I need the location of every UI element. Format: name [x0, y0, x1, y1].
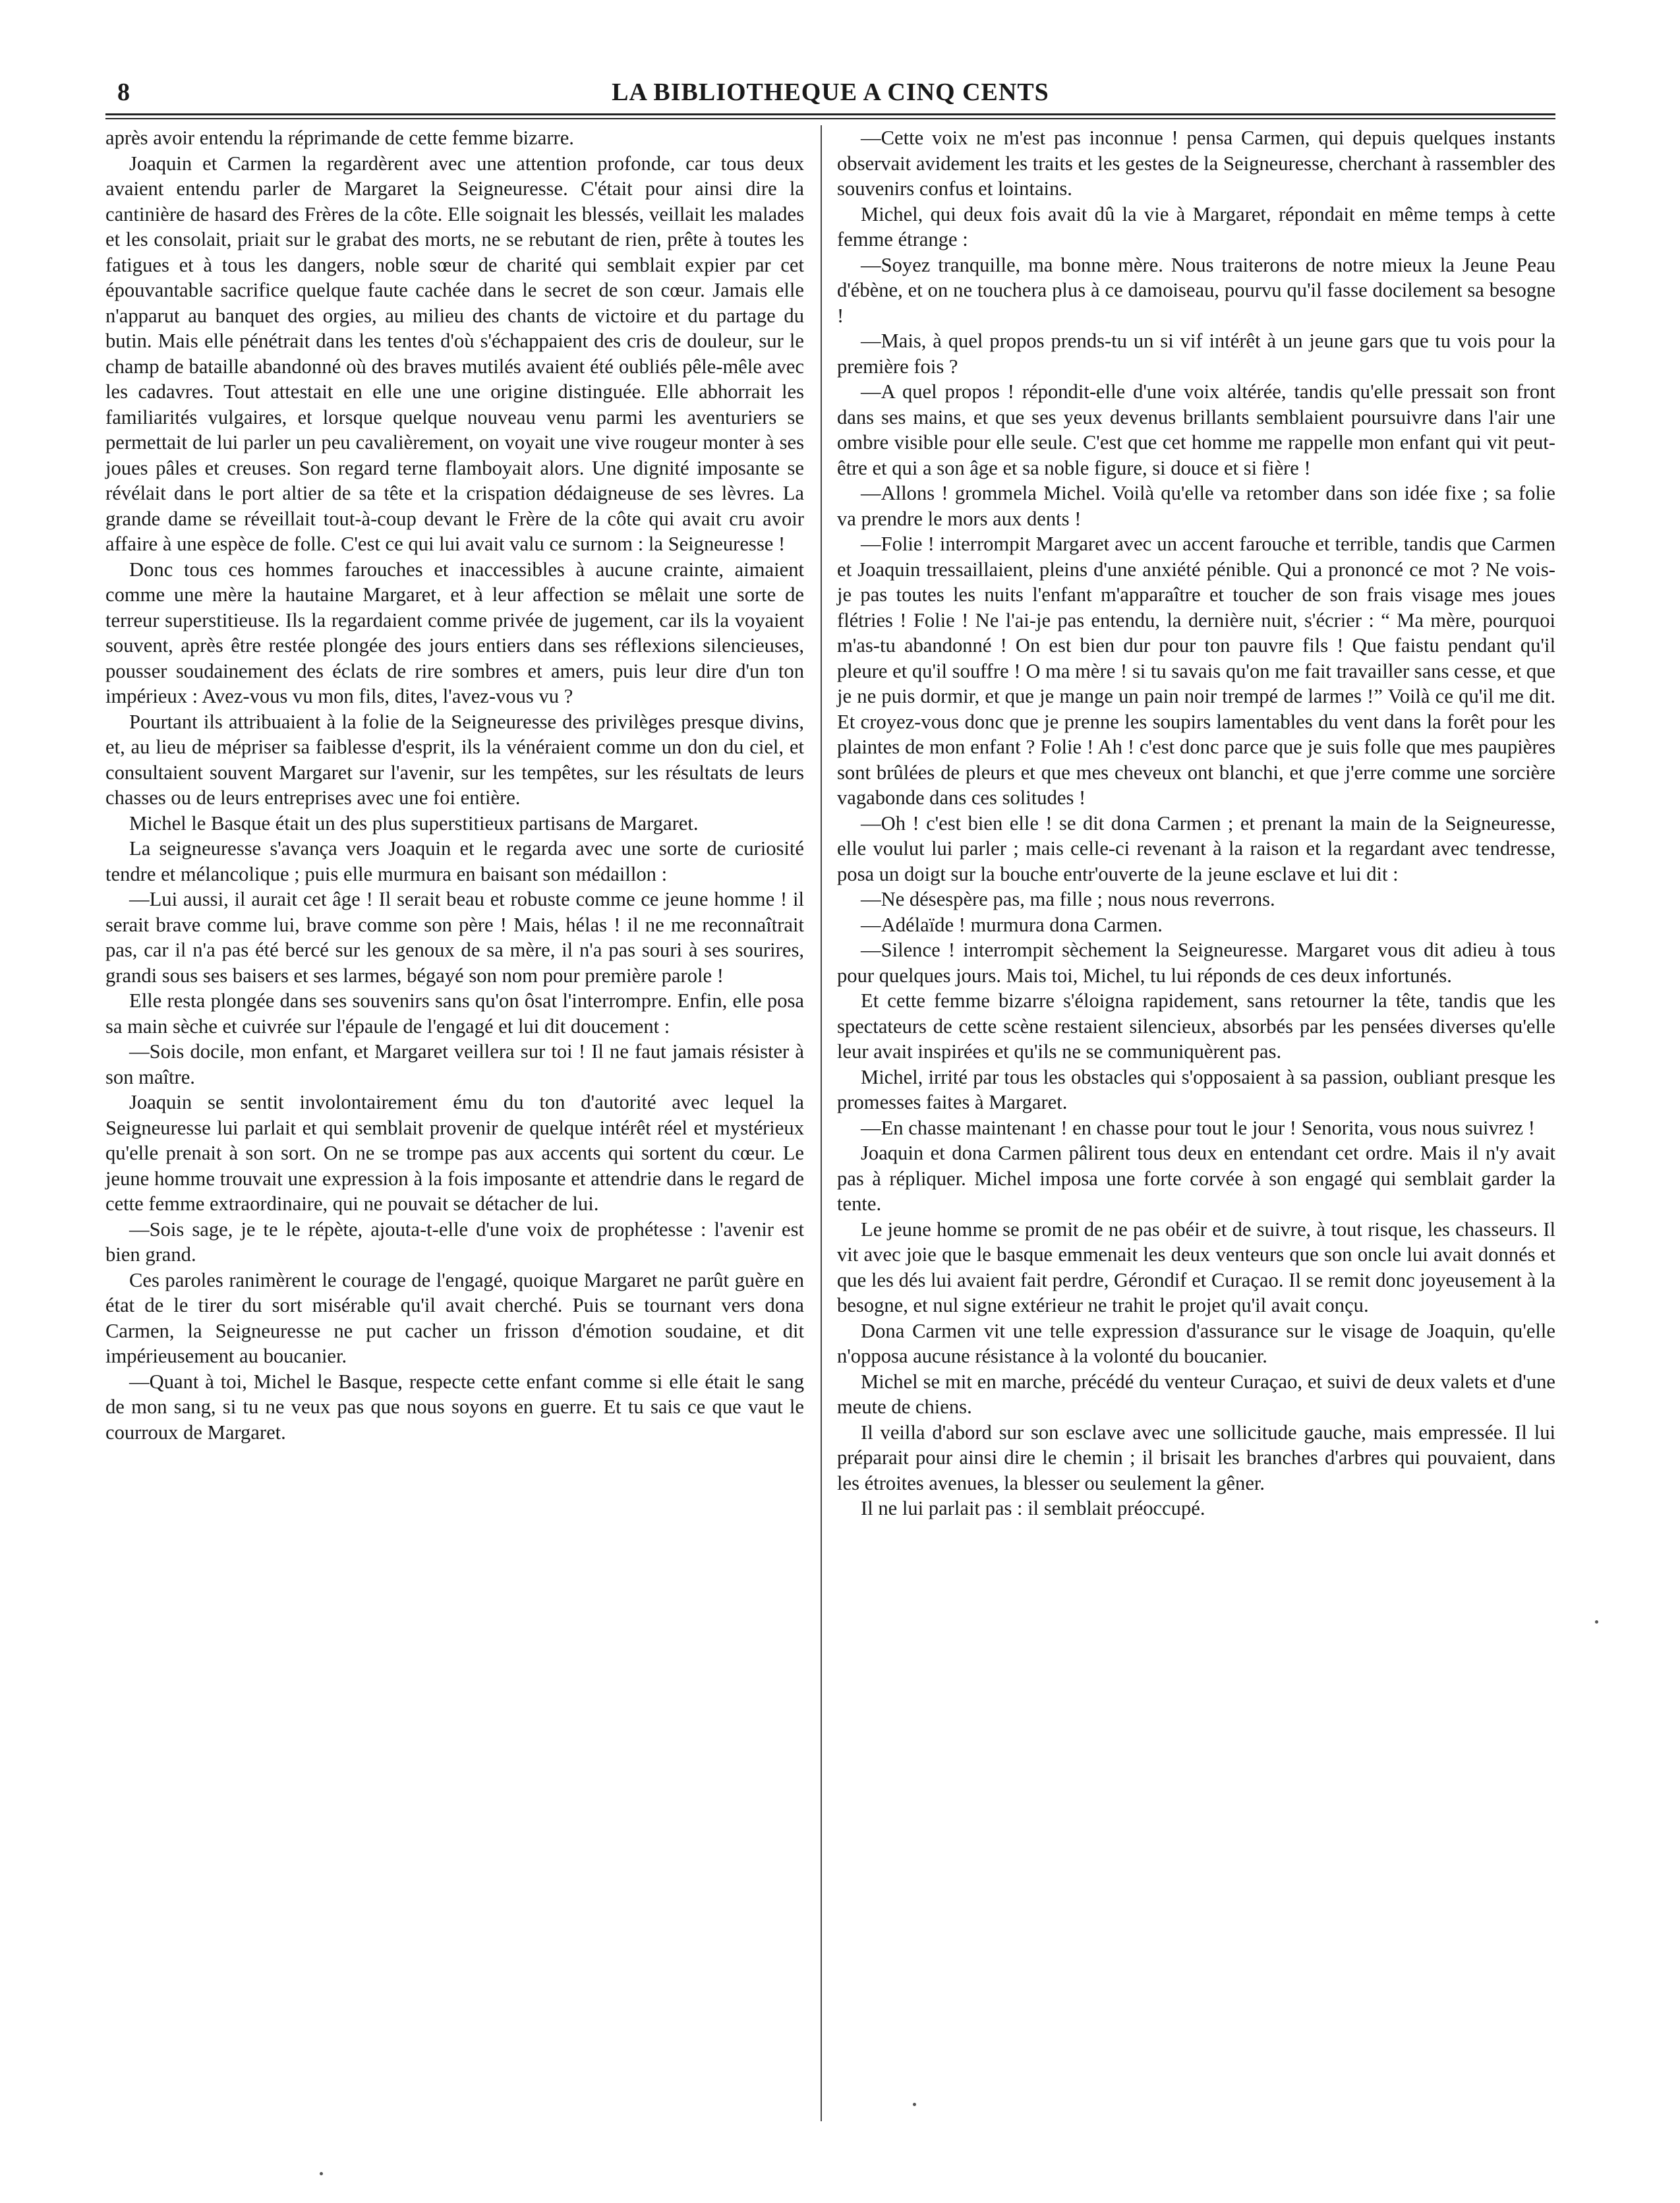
print-speck: [320, 2172, 323, 2175]
paragraph: —Quant à toi, Michel le Basque, respecte cette enfant comme si elle était le sang de mon sang, si tu ne veux pas que nous soyons en guerre. Et tu sais ce que vaut le courroux de Margaret.: [105, 1370, 804, 1444]
paragraph: La seigneuresse s'avança vers Joaquin et le regarda avec une sorte de curiosité tendre et mélancolique ; puis elle murmura en baisant son médaillon :: [105, 837, 804, 885]
page-title: LA BIBLIOTHEQUE A CINQ CENTS: [612, 78, 1049, 106]
paragraph: Joaquin et Carmen la regardèrent avec une attention profonde, car tous deux avaient entendu parler de Margaret la Seigneuresse. C'était pour ainsi dire la cantinière de hasard des Frères de la côte. Elle soignait les blessés, veillait les malades et les consolait, priait sur le grabat des morts, ne se rebutant de rien, prête à toutes les fatigues et à tous les dangers, noble sœur de charité qui semblait expier par cet épouvantable sacrifice quelque faute cachée dans le secret de son cœur. Jamais elle n'apparut au banquet des orgies, au milieu des chants de victoire et du partage du butin. Mais elle pénétrait dans les tentes d'où s'échappaient des cris de douleur, sur le champ de bataille abandonné où des braves mutilés avaient été oubliés pêle-mêle avec les cadavres. Tout attestait en elle une une origine distinguée. Elle abhorrait les familiarités vulgaires, et lorsque quelque nouveau venu parmi les aventuriers se permettait de lui parler un peu cavalièrement, on voyait une vive rougeur monter à ses joues pâles et creuses. Son regard terne flamboyait alors. Une dignité imposante se révélait dans le port altier de sa tête et la crispation dédaigneuse de ses lèvres. La grande dame se réveillait tout-à-coup devant le Frère de la côte qui avait cru avoir affaire à une espèce de folle. C'est ce qui lui avait valu ce surnom : la Seigneuresse !: [105, 152, 804, 555]
paragraph: —Soyez tranquille, ma bonne mère. Nous traiterons de notre mieux la Jeune Peau d'ébène, et on ne touchera plus à ce damoiseau, pourvu qu'il fasse docilement sa besogne !: [837, 253, 1555, 327]
paragraph: Joaquin et dona Carmen pâlirent tous deux en entendant cet ordre. Mais il n'y avait pas à répliquer. Michel imposa une forte corvée à son engagé qui semblait garder la tente.: [837, 1142, 1555, 1215]
paragraph: Joaquin se sentit involontairement ému du ton d'autorité avec lequel la Seigneuresse lui parlait et qui semblait provenir de quelque intérêt réel et mystérieux qu'elle prenait à son sort. On ne se trompe pas aux accents qui sortent du cœur. Le jeune homme trouvait une expression à la fois imposante et attendrie dans le regard de cette femme extraordinaire, qui ne pouvait se détacher de lui.: [105, 1091, 804, 1215]
paragraph: —Ne désespère pas, ma fille ; nous nous reverrons.: [861, 888, 1275, 910]
paragraph: —Folie ! interrompit Margaret avec un accent farouche et terrible, tandis que Carmen et Joaquin tressaillaient, pleins d'une anxiété pénible. Qui a prononcé ce mot ? Ne vois-je pas toutes les nuits l'enfant m'apparaître et toucher de son frais visage mes joues flétries ! Folie ! Ne l'ai-je pas entendu, la dernière nuit, s'écrier : “ Ma mère, pourquoi m'as-tu abandonné ! On est bien dur pour ton pauvre fils ! Que faistu pendant qu'il pleure et qu'il souffre ! O ma mère ! si tu savais qu'on me fait travailler sans cesse, et que je ne puis dormir, et que je mange un pain noir trempé de larmes !” Voilà ce qu'il me dit. Et croyez-vous donc que je prenne les soupirs lamentables du vent dans la forêt pour les plaintes de mon enfant ? Folie ! Ah ! c'est donc parce que je suis folle que mes paupières sont brûlées de pleurs et que mes cheveux ont blanchi, et que j'erre comme une sorcière vagabonde dans ces solitudes !: [837, 533, 1555, 809]
page-number: 8: [117, 78, 130, 106]
paragraph: Ces paroles ranimèrent le courage de l'engagé, quoique Margaret ne parût guère en état de le tirer du sort misérable qu'il avait cherché. Puis se tournant vers dona Carmen, la Seigneuresse ne put cacher un frisson d'émotion soudaine, et dit impérieusement au boucanier.: [105, 1268, 804, 1367]
newspaper-page: [105, 78, 1555, 2148]
paragraph: Et cette femme bizarre s'éloigna rapidement, sans retourner la tête, tandis que les spectateurs de cette scène restaient silencieux, absorbés par les pensées diverses qu'elle leur avait inspirées et qu'ils ne se communiquèrent pas.: [837, 989, 1555, 1063]
text-columns: [105, 125, 1555, 2148]
paragraph: Michel le Basque était un des plus superstitieux partisans de Margaret.: [129, 811, 699, 835]
left-column: [105, 125, 804, 1445]
paragraph: Il ne lui parlait pas : il semblait préoccupé.: [861, 1497, 1205, 1519]
header-rule-thin: [105, 118, 1555, 119]
print-speck: [1595, 1620, 1598, 1624]
paragraph: —Adélaïde ! murmura dona Carmen.: [861, 913, 1163, 936]
paragraph: —En chasse maintenant ! en chasse pour tout le jour ! Senorita, vous nous suivrez !: [861, 1116, 1535, 1139]
paragraph: Elle resta plongée dans ses souvenirs sans qu'on ôsat l'interrompre. Enfin, elle posa sa main sèche et cuivrée sur l'épaule de l'engagé et lui dit doucement :: [105, 989, 804, 1038]
paragraph: —Sois docile, mon enfant, et Margaret veillera sur toi ! Il ne faut jamais résister à son maître.: [105, 1040, 804, 1088]
paragraph: Il veilla d'abord sur son esclave avec une sollicitude gauche, mais empressée. Il lui préparait pour ainsi dire le chemin ; il brisait les branches d'arbres qui pouvaient, dans les étroites avenues, la blesser ou seulement la gêner.: [837, 1421, 1555, 1494]
header-rule: [105, 113, 1555, 115]
print-speck: [913, 2103, 916, 2106]
paragraph: Pourtant ils attribuaient à la folie de la Seigneuresse des privilèges presque divins, et, au lieu de mépriser sa faiblesse d'esprit, ils la vénéraient comme un don du ciel, et consultaient souvent Margaret sur l'avenir, sur les tempêtes, sur les résultats de leurs chasses ou de leurs entreprises avec une foi entière.: [105, 710, 804, 809]
paragraph: Donc tous ces hommes farouches et inaccessibles à aucune crainte, aimaient comme une mère la hautaine Margaret, et à leur affection se mêlait une sorte de terreur superstitieuse. Ils la regardaient comme privée de jugement, car ils la voyaient souvent, après être restée plongée des jours entiers dans ses réflexions silencieuses, pousser soudainement des éclats de rire sombres et amers, puis leur dire d'un ton impérieux : Avez-vous vu mon fils, dites, l'avez-vous vu ?: [105, 558, 804, 707]
paragraph: —A quel propos ! répondit-elle d'une voix altérée, tandis qu'elle pressait son front dans ses mains, et que ses yeux devenus brillants semblaient poursuivre dans l'air une ombre visible pour elle seule. C'est que cet homme me rappelle mon enfant qui vit peut-être et qui a son âge et sa noble figure, si douce et si fière !: [837, 380, 1555, 479]
paragraph: Le jeune homme se promit de ne pas obéir et de suivre, à tout risque, les chasseurs. Il vit avec joie que le basque emmenait les deux venteurs que son oncle lui avait donnés et que les dés lui avaient fait perdre, Gérondif et Curaçao. Il se remit donc joyeusement à la besogne, et nul signe extérieur ne trahit le projet qu'il avait conçu.: [837, 1218, 1555, 1316]
paragraph: —Mais, à quel propos prends-tu un si vif intérêt à un jeune gars que tu vois pour la première fois ?: [837, 330, 1555, 378]
paragraph: —Lui aussi, il aurait cet âge ! Il serait beau et robuste comme ce jeune homme ! il serait brave comme lui, brave comme son père ! Mais, hélas ! il ne me reconnaîtrait pas, car il n'a pas été bercé sur les genoux de sa mère, il n'a pas souri à ses sourires, grandi sous ses baisers et ses larmes, bégayé son nom pour première parole !: [105, 888, 804, 987]
paragraph: Michel se mit en marche, précédé du venteur Curaçao, et suivi de deux valets et d'une meute de chiens.: [837, 1370, 1555, 1418]
right-column: [837, 125, 1555, 1521]
paragraph: —Allons ! grommela Michel. Voilà qu'elle va retomber dans son idée fixe ; sa folie va prendre le mors aux dents !: [837, 482, 1555, 530]
paragraph: —Sois sage, je te le répète, ajouta-t-elle d'une voix de prophétesse : l'avenir est bien grand.: [105, 1218, 804, 1266]
page-header: [105, 78, 1555, 117]
paragraph: —Silence ! interrompit sèchement la Seigneuresse. Margaret vous dit adieu à tous pour quelques jours. Mais toi, Michel, tu lui réponds de ces deux infortunés.: [837, 939, 1555, 987]
paragraph: Michel, irrité par tous les obstacles qui s'opposaient à sa passion, oubliant presque les promesses faites à Margaret.: [837, 1065, 1555, 1113]
column-divider: [821, 125, 822, 2121]
paragraph: Michel, qui deux fois avait dû la vie à Margaret, répondait en même temps à cette femme étrange :: [837, 202, 1555, 250]
paragraph: —Cette voix ne m'est pas inconnue ! pensa Carmen, qui depuis quelques instants observait avidement les traits et les gestes de la Seigneuresse, cherchant à rassembler des souvenirs confus et lointains.: [837, 127, 1555, 200]
paragraph: après avoir entendu la réprimande de cette femme bizarre.: [105, 127, 574, 149]
paragraph: Dona Carmen vit une telle expression d'assurance sur le visage de Joaquin, qu'elle n'opposa aucune résistance à la volonté du boucanier.: [837, 1319, 1555, 1367]
paragraph: —Oh ! c'est bien elle ! se dit dona Carmen ; et prenant la main de la Seigneuresse, elle voulut lui parler ; mais celle-ci revenant à la raison et la regardant avec tendresse, posa un doigt sur la bouche entr'ouverte de la jeune esclave et lui dit :: [837, 811, 1555, 885]
